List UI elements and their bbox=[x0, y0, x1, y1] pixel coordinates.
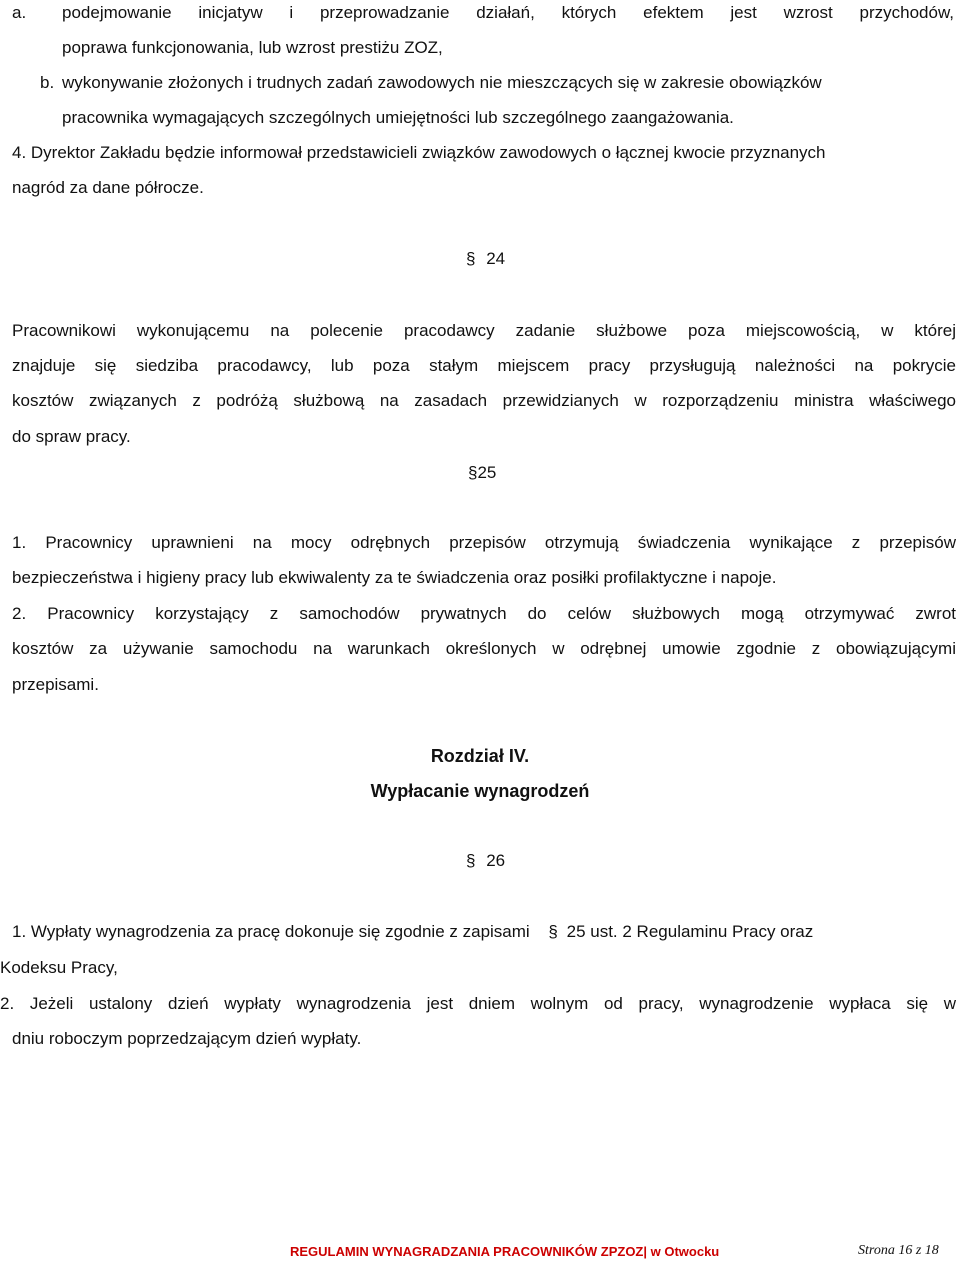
section-26-p1-line2: Kodeksu Pracy, bbox=[0, 958, 118, 977]
section-24-line2: znajduje się siedziba pracodawcy, lub poza stałym miejscem pracy przysługują należności na pokrycie bbox=[12, 356, 956, 375]
list-item-a-line2: poprawa funkcjonowania, lub wzrost prestiżu ZOZ, bbox=[62, 38, 443, 57]
section-number: 24 bbox=[486, 249, 506, 268]
section-26-p1-text-b: 25 ust. 2 Regulaminu Pracy oraz bbox=[566, 922, 814, 941]
paragraph-4-line2: nagród za dane półrocze. bbox=[12, 178, 204, 197]
list-marker-b: b. bbox=[40, 73, 55, 92]
footer-page-number: Strona 16 z 18 bbox=[858, 1243, 939, 1258]
section-25-p2-line3: przepisami. bbox=[12, 675, 99, 694]
section-26-p1-line1 bbox=[12, 921, 813, 943]
list-item-a-line1: podejmowanie inicjatyw i przeprowadzanie działań, których efektem jest wzrost przychodów, bbox=[62, 3, 954, 22]
list-item-b-line1: wykonywanie złożonych i trudnych zadań zawodowych nie mieszczących się w zakresie obowiązków bbox=[62, 73, 822, 92]
section-26-p2-line1: 2. Jeżeli ustalony dzień wypłaty wynagrodzenia jest dniem wolnym od pracy, wynagrodzenie wypłaca się w bbox=[0, 994, 956, 1013]
section-sign: § bbox=[548, 922, 558, 941]
section-24-heading bbox=[466, 248, 505, 270]
section-25-p2-line1: 2. Pracownicy korzystający z samochodów prywatnych do celów służbowych mogą otrzymywać zwrot bbox=[12, 604, 956, 623]
section-26-heading bbox=[466, 850, 505, 872]
section-26-p1-text-a: 1. Wypłaty wynagrodzenia za pracę dokonuje się zgodnie z zapisami bbox=[12, 922, 530, 941]
section-24-line4: do spraw pracy. bbox=[12, 427, 131, 446]
section-sign: § bbox=[466, 851, 476, 870]
list-item-b-line2: pracownika wymagających szczególnych umiejętności lub szczególnego zaangażowania. bbox=[62, 108, 734, 127]
section-25-heading bbox=[468, 462, 496, 484]
paragraph-4-line1: 4. Dyrektor Zakładu będzie informował przedstawicieli związków zawodowych o łącznej kwocie przyznanych bbox=[12, 143, 826, 162]
section-number: 26 bbox=[486, 851, 506, 870]
section-25-p2-line2: kosztów za używanie samochodu na warunkach określonych w odrębnej umowie zgodnie z obowiązującymi bbox=[12, 639, 956, 658]
section-sign: § bbox=[466, 249, 476, 268]
section-24-line1: Pracownikowi wykonującemu na polecenie pracodawcy zadanie służbowe poza miejscowością, w której bbox=[12, 321, 956, 340]
list-marker-a: a. bbox=[12, 3, 27, 22]
section-number: 25 bbox=[477, 463, 497, 482]
section-26-p2-line2: dniu roboczym poprzedzającym dzień wypłaty. bbox=[12, 1029, 362, 1048]
section-25-p1-line1: 1. Pracownicy uprawnieni na mocy odrębnych przepisów otrzymują świadczenia wynikające z przepisów bbox=[12, 533, 956, 552]
chapter-number: Rozdział IV. bbox=[430, 746, 530, 766]
section-sign: § bbox=[468, 463, 478, 482]
chapter-title: Wypłacanie wynagrodzeń bbox=[370, 781, 590, 801]
section-25-p1-line2: bezpieczeństwa i higieny pracy lub ekwiwalenty za te świadczenia oraz posiłki profilaktyczne i napoje. bbox=[12, 568, 777, 587]
section-24-line3: kosztów związanych z podróżą służbową na zasadach przewidzianych w rozporządzeniu ministra właściwego bbox=[12, 391, 956, 410]
footer-document-title: REGULAMIN WYNAGRADZANIA PRACOWNIKÓW ZPZOZ| w Otwocku bbox=[290, 1244, 720, 1259]
